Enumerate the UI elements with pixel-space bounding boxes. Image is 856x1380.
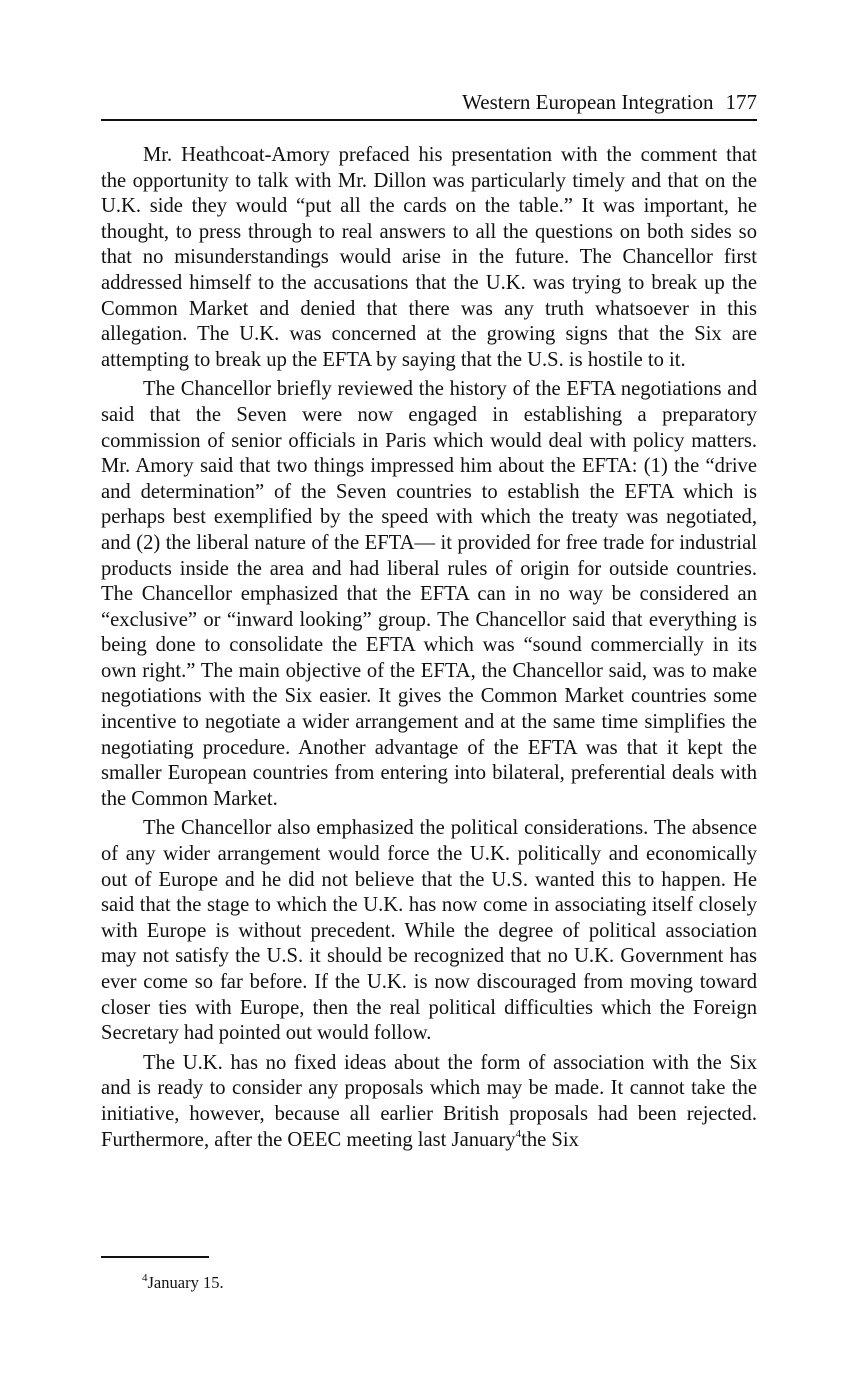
running-head-title: Western European Integration	[462, 90, 714, 114]
footnote	[142, 1272, 224, 1294]
header-rule	[101, 119, 757, 121]
footnote-text: January 15.	[147, 1273, 224, 1292]
paragraph-4-text-after: the Six	[521, 1128, 579, 1151]
running-head	[101, 88, 757, 120]
paragraph-4-text: The U.K. has no fixed ideas about the form of association with the Six and is ready to consider any proposals which may be made. It cannot take the initiative, however, because all earlier British proposals had been rejected. Furthermore, after the OEEC meeting last January	[101, 1051, 757, 1151]
footnote-rule	[101, 1256, 209, 1258]
footnote-reference[interactable]: 4	[515, 1127, 522, 1140]
paragraph-3: The Chancellor also emphasized the political considerations. The absence of any wider arrangement would force the U.K. politically and economically out of Europe and he did not believe that the U.S. wanted this to happen. He said that the stage to which the U.K. has now come in associating itself closely with Europe is without precedent. While the degree of political association may not satisfy the U.S. it should be recognized that no U.K. Government has ever come so far before. If the U.K. is now discouraged from moving toward closer ties with Europe, then the real political difficulties which the Foreign Secretary had pointed out would follow.	[101, 817, 757, 1045]
paragraph-1: Mr. Heathcoat-Amory prefaced his presentation with the comment that the opportunity to talk with Mr. Dillon was particularly timely and that on the U.K. side they would “put all the cards on the table.” It was important, he thought, to press through to real answers to all the questions on both sides so that no misunderstandings would arise in the future. The Chancellor first addressed himself to the accusations that the U.K. was trying to break up the Common Market and denied that there was any truth whatsoever in this allegation. The U.K. was concerned at the growing signs that the Six are attempting to break up the EFTA by saying that the U.S. is hostile to it.	[101, 144, 757, 371]
body-text	[101, 143, 757, 1157]
page-number: 177	[725, 90, 757, 114]
footnote-marker: 4	[142, 1271, 148, 1284]
paragraph-4	[101, 1051, 757, 1153]
paragraph-2: The Chancellor briefly reviewed the history of the EFTA negotiations and said that the Seven were now engaged in establishing a preparatory commission of senior officials in Paris which would deal with policy matters. Mr. Amory said that two things impressed him about the EFTA: (1) the “drive and determination” of the Seven countries to establish the EFTA which is perhaps best exemplified by the speed with which the treaty was negotiated, and (2) the liberal nature of the EFTA— it provided for free trade for industrial products inside the area and had liberal rules of origin for outside countries. The Chancellor emphasized that the EFTA can in no way be considered an “exclusive” or “inward looking” group. The Chancellor said that everything is being done to consolidate the EFTA which was “sound commercially in its own right.” The main objective of the EFTA, the Chancellor said, was to make negotiations with the Six easier. It gives the Common Market countries some incentive to negotiate a wider arrangement and at the same time simplifies the negotiating procedure. Another advantage of the EFTA was that it kept the smaller European countries from entering into bilateral, preferential deals with the Common Market.	[101, 378, 757, 810]
